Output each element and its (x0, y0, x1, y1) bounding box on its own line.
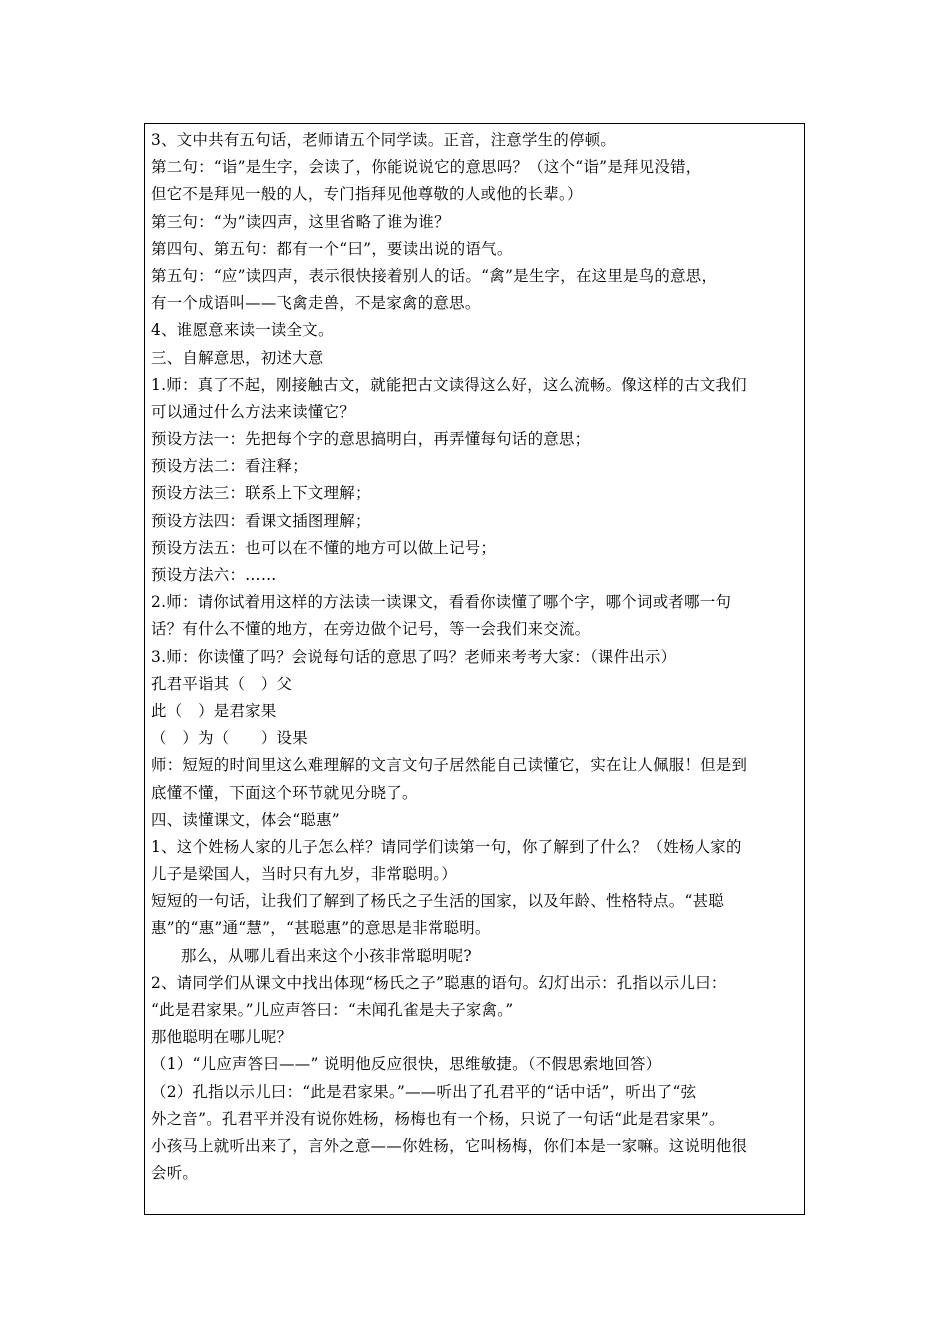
text-line: 话？有什么不懂的地方，在旁边做个记号，等一会我们来交流。 (151, 620, 591, 639)
text-line: （1）“儿应声答曰——” 说明他反应很快，思维敏捷。（不假思索地回答） (151, 1055, 662, 1074)
text-line: “此是君家果。”儿应声答曰：“未闻孔雀是夫子家禽。” (151, 1001, 514, 1019)
quiz-line: 此（ ）是君家果 (151, 701, 277, 720)
quiz-line: （ ）为（ ）设果 (151, 729, 308, 748)
text-line: 那么，从哪儿看出来这个小孩非常聪明呢? (181, 946, 472, 965)
text-line: （2）孔指以示儿曰：“此是君家果。”——听出了孔君平的“话中话”，听出了“弦 (151, 1082, 697, 1101)
text-line: 预设方法六：…… (151, 566, 277, 584)
text-line: 第四句、第五句：都有一个“曰”，要读出说的语气。 (151, 239, 513, 258)
text-line: 有一个成语叫——飞禽走兽，不是家禽的意思。 (151, 294, 481, 313)
text-line: 2、请同学们从课文中找出体现“杨氏之子”聪惠的语句。幻灯出示：孔指以示儿曰： (151, 973, 727, 992)
text-line: 短短的一句话，让我们了解到了杨氏之子生活的国家，以及年龄、性格特点。“甚聪 (151, 892, 725, 911)
text-line: 底懂不懂，下面这个环节就见分晓了。 (151, 783, 418, 802)
text-line: 小孩马上就听出来了，言外之意——你姓杨，它叫杨梅，你们本是一家嘛。这说明他很 (151, 1136, 748, 1155)
text-line: 1.师：真了不起，刚接触古文，就能把古文读得这么好，这么流畅。像这样的古文我们 (151, 375, 747, 394)
lesson-plan-text (151, 127, 801, 1187)
text-line: 第五句：“应”读四声，表示很快接着别人的话。“禽”是生字，在这里是鸟的意思， (151, 266, 718, 285)
text-line: 会听。 (151, 1164, 199, 1183)
text-line: 可以通过什么方法来读懂它？ (151, 402, 355, 421)
text-line: 预设方法四：看课文插图理解； (151, 511, 371, 530)
text-line: 惠”的“惠”通“慧”，“甚聪惠”的意思是非常聪明。 (151, 919, 491, 938)
text-line: 预设方法二：看注释； (151, 457, 308, 476)
section-heading: 三、自解意思，初述大意 (151, 348, 324, 367)
section-heading: 四、读懂课文，体会“聪惠” (151, 810, 340, 829)
text-line: 儿子是梁国人，当时只有九岁，非常聪明。） (151, 865, 458, 884)
text-line: 但它不是拜见一般的人，专门指拜见他尊敬的人或他的长辈。） (151, 185, 583, 204)
text-line: 第二句：“诣”是生字，会读了，你能说说它的意思吗？（这个“诣”是拜见没错， (151, 158, 702, 177)
text-line: 3.师：你读懂了吗？会说每句话的意思了吗？老师来考考大家：（课件出示） (151, 647, 677, 666)
text-line: 预设方法三：联系上下文理解； (151, 484, 371, 503)
text-line: 师：短短的时间里这么难理解的文言文句子居然能自己读懂它，实在让人佩服！但是到 (151, 756, 748, 775)
text-line: 4、谁愿意来读一读全文。 (151, 321, 334, 340)
text-line: 3、文中共有五句话，老师请五个同学读。正音，注意学生的停顿。 (151, 131, 617, 149)
text-line: 预设方法五：也可以在不懂的地方可以做上记号； (151, 538, 497, 557)
quiz-line: 孔君平诣其（ ）父 (151, 674, 293, 693)
text-line: 那他聪明在哪儿呢？ (151, 1028, 293, 1047)
text-line: 外之音”。孔君平并没有说你姓杨，杨梅也有一个杨，只说了一句话“此是君家果”。 (151, 1109, 725, 1128)
text-line: 预设方法一：先把每个字的意思搞明白，再弄懂每句话的意思； (151, 430, 591, 449)
text-line: 第三句：“为”读四声，这里省略了谁为谁？ (151, 212, 450, 231)
text-line: 2.师：请你试着用这样的方法读一读课文，看看你读懂了哪个字，哪个词或者哪一句 (151, 593, 732, 612)
text-line: 1、这个姓杨人家的儿子怎么样？请同学们读第一句，你了解到了什么？（姓杨人家的 (151, 837, 742, 856)
